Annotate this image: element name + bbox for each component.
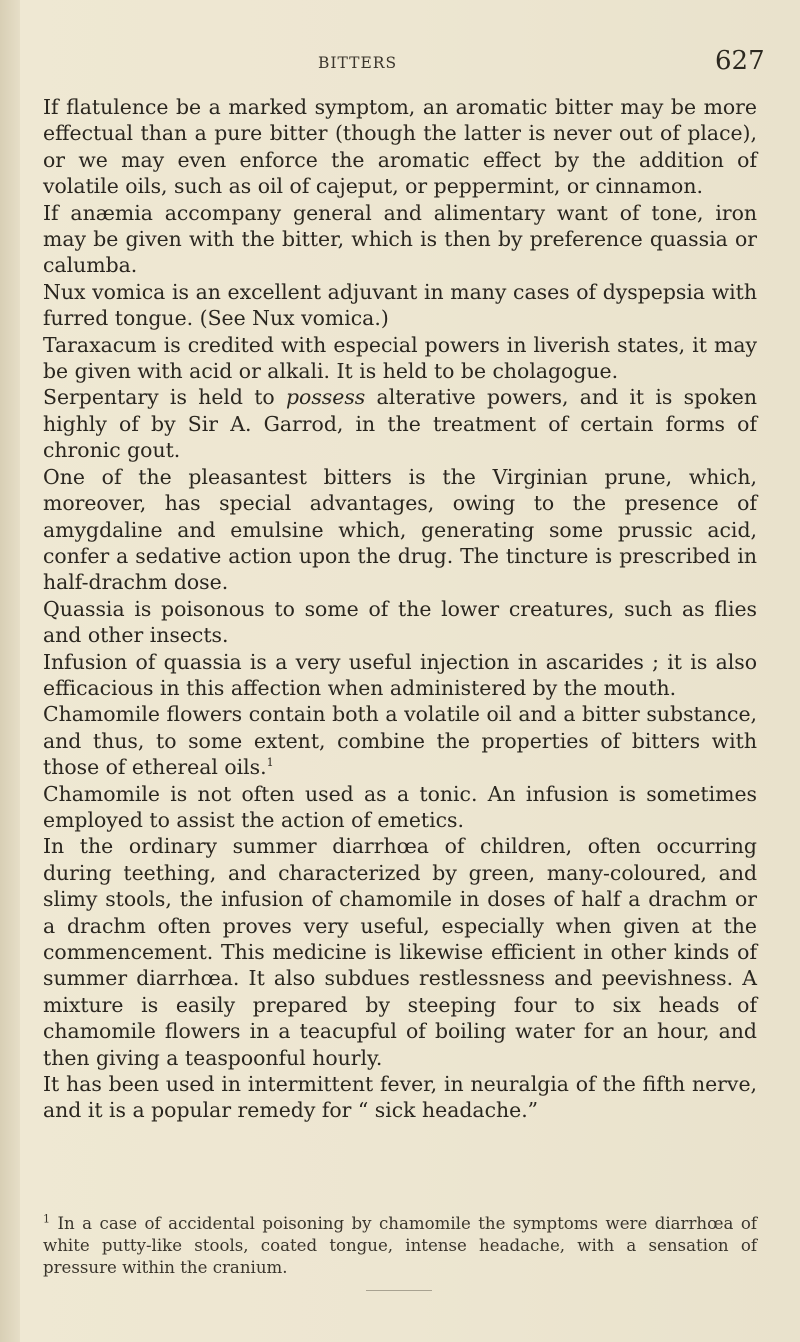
page-header: [0, 46, 800, 86]
footnote-text: In a case of accidental poisoning by chamomile the symptoms were diarrhœa of white putty-like stools, coated tongue, intense headache, with a sensation of pressure within the cranium.: [43, 1214, 757, 1277]
serpentary-text: Serpentary is held to: [43, 385, 275, 410]
paragraph-taraxacum: Taraxacum is credited with especial powers in liverish states, it may be given with acid or alkali. It is held to be cholagogue.: [43, 332, 757, 384]
paragraph-quassia-poison: Quassia is poisonous to some of the lower creatures, such as flies and other insects.: [43, 596, 757, 648]
body-text: [43, 94, 757, 1124]
paragraph-quassia-infusion: Infusion of quassia is a very useful injection in ascarides ; it is also efficacious in this affection when administered by the mouth.: [43, 649, 757, 700]
nux-vomica-text: Nux vomica is an excellent adjuvant in many cases of dyspepsia with furred tongue.: [43, 279, 757, 331]
page-number: 627: [715, 46, 765, 76]
paragraph-nux-vomica: [43, 279, 757, 332]
footnote-reference: 1: [266, 756, 274, 770]
serpentary-emphasis: possess: [286, 385, 366, 410]
binding-gutter: [0, 0, 20, 1342]
paragraph-virginian-prune: One of the pleasantest bitters is the Virginian prune, which, moreover, has special advantages, owing to the presence of amygdaline and emulsine which, generating some prussic acid, confer a sedative action upon the drug. The tincture is prescribed in half-drachm dose.: [43, 464, 757, 595]
paragraph-intermittent-fever: It has been used in intermittent fever, in neuralgia of the fifth nerve, and it is a popular remedy for “ sick headache.”: [43, 1072, 757, 1123]
paragraph-flatulence: If flatulence be a marked symptom, an aromatic bitter may be more effectual than a pure bitter (though the latter is never out of place), or we may even enforce the aromatic effect by the addition of volatile oils, such as oil of cajeput, or peppermint, or cinnamon.: [43, 95, 757, 199]
printer-end-mark: [366, 1290, 432, 1297]
footnote-marker: 1: [43, 1212, 50, 1226]
paragraph-summer-diarrhoea: In the ordinary summer diarrhœa of children, often occurring during teething, and characterized by green, many-coloured, and slimy stools, the infusion of chamomile in doses of half a drachm or a drachm often proves very useful, especially when given at the commencement. This medicine is likewise efficient in other kinds of summer diarrhœa. It also subdues restlessness and peevishness. A mixture is easily prepared by steeping four to six heads of chamomile flowers in a teacupful of boiling water for an hour, and then giving a teaspoonful hourly.: [43, 834, 757, 1070]
serpentary-continuation: alterative powers, and it is spoken highly of by Sir A. Garrod, in the treatment of certain forms of chronic gout.: [43, 385, 757, 463]
paragraph-chamomile-tonic: Chamomile is not often used as a tonic. An infusion is sometimes employed to assist the action of emetics.: [43, 781, 757, 832]
footnotes: [43, 1213, 757, 1279]
paragraph-chamomile-flowers: [43, 701, 757, 780]
chamomile-flowers-text: Chamomile flowers contain both a volatile oil and a bitter substance, and thus, to some extent, combine the properties of bitters with those of ethereal oils.: [43, 702, 757, 780]
running-head: BITTERS: [318, 54, 398, 72]
nux-vomica-cross-reference: (See Nux vomica.): [199, 306, 389, 331]
footnote: [43, 1213, 757, 1279]
paragraph-serpentary: [43, 384, 757, 463]
paragraph-anaemia: If anæmia accompany general and alimentary want of tone, iron may be given with the bitter, which is then by preference quassia or calumba.: [43, 200, 757, 278]
